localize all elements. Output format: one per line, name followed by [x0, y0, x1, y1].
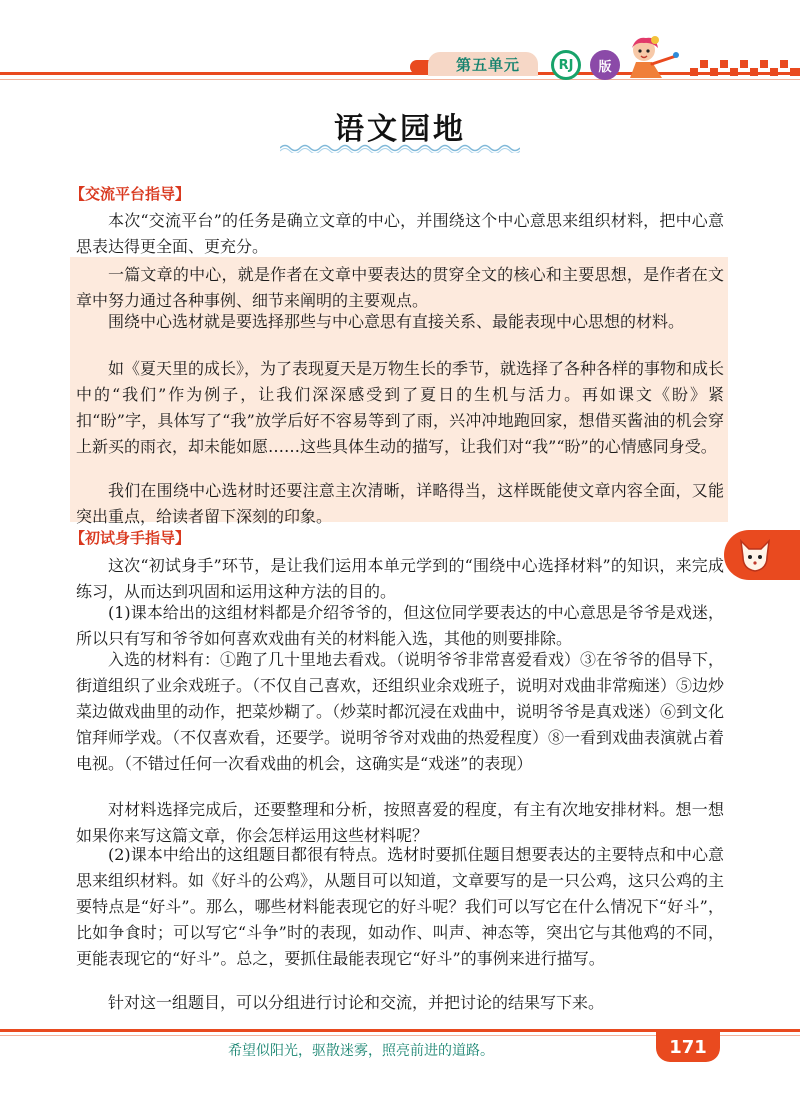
unit-label: 第五单元 — [456, 56, 521, 74]
header-rule-thin — [0, 79, 800, 80]
highlight-paragraph: 我们在围绕中心选材时还要注意主次清晰，详略得当，这样既能使文章内容全面，又能突出重点，给读者留下深刻的印象。 — [76, 481, 724, 526]
section2-paragraph: 这次“初试身手”环节，是让我们运用本单元学到的“围绕中心选择材料”的知识，来完成练习，从而达到巩固和运用这种方法的目的。 — [76, 556, 724, 601]
page-number: 171 — [656, 1032, 720, 1062]
section-heading-practice: 【初试身手指导】 — [70, 529, 191, 547]
page-title: 语文园地 — [334, 112, 466, 147]
edition-badge-ban: 版 — [590, 50, 620, 80]
highlight-paragraph: 一篇文章的中心，就是作者在文章中要表达的贯穿全文的核心和主要思想，是作者在文章中努力通过各种事例、细节来阐明的主要观点。 — [76, 265, 724, 310]
mascot-fox-icon — [735, 535, 775, 575]
section2-paragraph: 针对这一组题目，可以分组进行讨论和交流，并把讨论的结果写下来。 — [108, 993, 605, 1012]
section2-paragraph: (2)课本中给出的这组题目都很有特点。选材时要抓住题目想要表达的主要特点和中心意思来组织材料。如《好斗的公鸡》，从题目可以知道，文章要写的是一只公鸡，这只公鸡的主要特点是“好斗”。那么，哪些材料能表现它的好斗呢？我们可以写它在什么情况下“好斗”，比如争食时；可以写它“斗争”时的表现，如动作、叫声、神态等，突出它与其他鸡的不同，更能表现它的“好斗”。总之，要抓住最能表现它“好斗”的事例来进行描写。 — [76, 845, 725, 968]
highlight-paragraph: 如《夏天里的成长》，为了表现夏天是万物生长的季节，就选择了各种各样的事物和成长中的“我们”作为例子，让我们深深感受到了夏日的生机与活力。再如课文《盼》紧扣“盼”字，具体写了“我”放学后好不容易等到了雨，兴冲冲地跑回家，想借买酱油的机会穿上新买的雨衣，却未能如愿……这些具体生动的描写，让我们对“我”“盼”的心情感同身受。 — [76, 359, 725, 456]
mascot-girl-icon — [622, 34, 680, 82]
section-heading-exchange: 【交流平台指导】 — [70, 185, 191, 203]
section2-paragraph: (1)课本给出的这组材料都是介绍爷爷的，但这位同学要表达的中心意思是爷爷是戏迷，所以只有写和爷爷如何喜欢戏曲有关的材料能入选，其他的则要排除。 — [76, 603, 724, 648]
footer-motto: 希望似阳光，驱散迷雾，照亮前进的道路。 — [228, 1043, 494, 1059]
header-rule — [0, 72, 800, 75]
section2-paragraph: 对材料选择完成后，还要整理和分析，按照喜爱的程度，有主有次地安排材料。想一想如果你来写这篇文章，你会怎样运用这些材料呢？ — [76, 800, 724, 845]
header-checker-pattern — [690, 60, 800, 76]
section1-paragraph: 本次“交流平台”的任务是确立文章的中心，并围绕这个中心意思来组织材料，把中心意思表达得更全面、更充分。 — [76, 211, 724, 256]
highlight-paragraph: 围绕中心选材就是要选择那些与中心意思有直接关系、最能表现中心思想的材料。 — [108, 312, 685, 331]
title-wave-divider — [280, 143, 520, 153]
edition-badge-rj: RJ — [551, 50, 581, 80]
section2-paragraph: 入选的材料有：①跑了几十里地去看戏。（说明爷爷非常喜爱看戏）③在爷爷的倡导下，街道组织了业余戏班子。（不仅自己喜欢，还组织业余戏班子，说明对戏曲非常痴迷）⑤边炒菜边做戏曲里的动作，把菜炒糊了。（炒菜时都沉浸在戏曲中，说明爷爷是真戏迷）⑥到文化馆拜师学戏。（不仅喜欢看，还要学。说明爷爷对戏曲的热爱程度）⑧一看到戏曲表演就占着电视。（不错过任何一次看戏曲的机会，这确实是“戏迷”的表现） — [76, 650, 725, 773]
